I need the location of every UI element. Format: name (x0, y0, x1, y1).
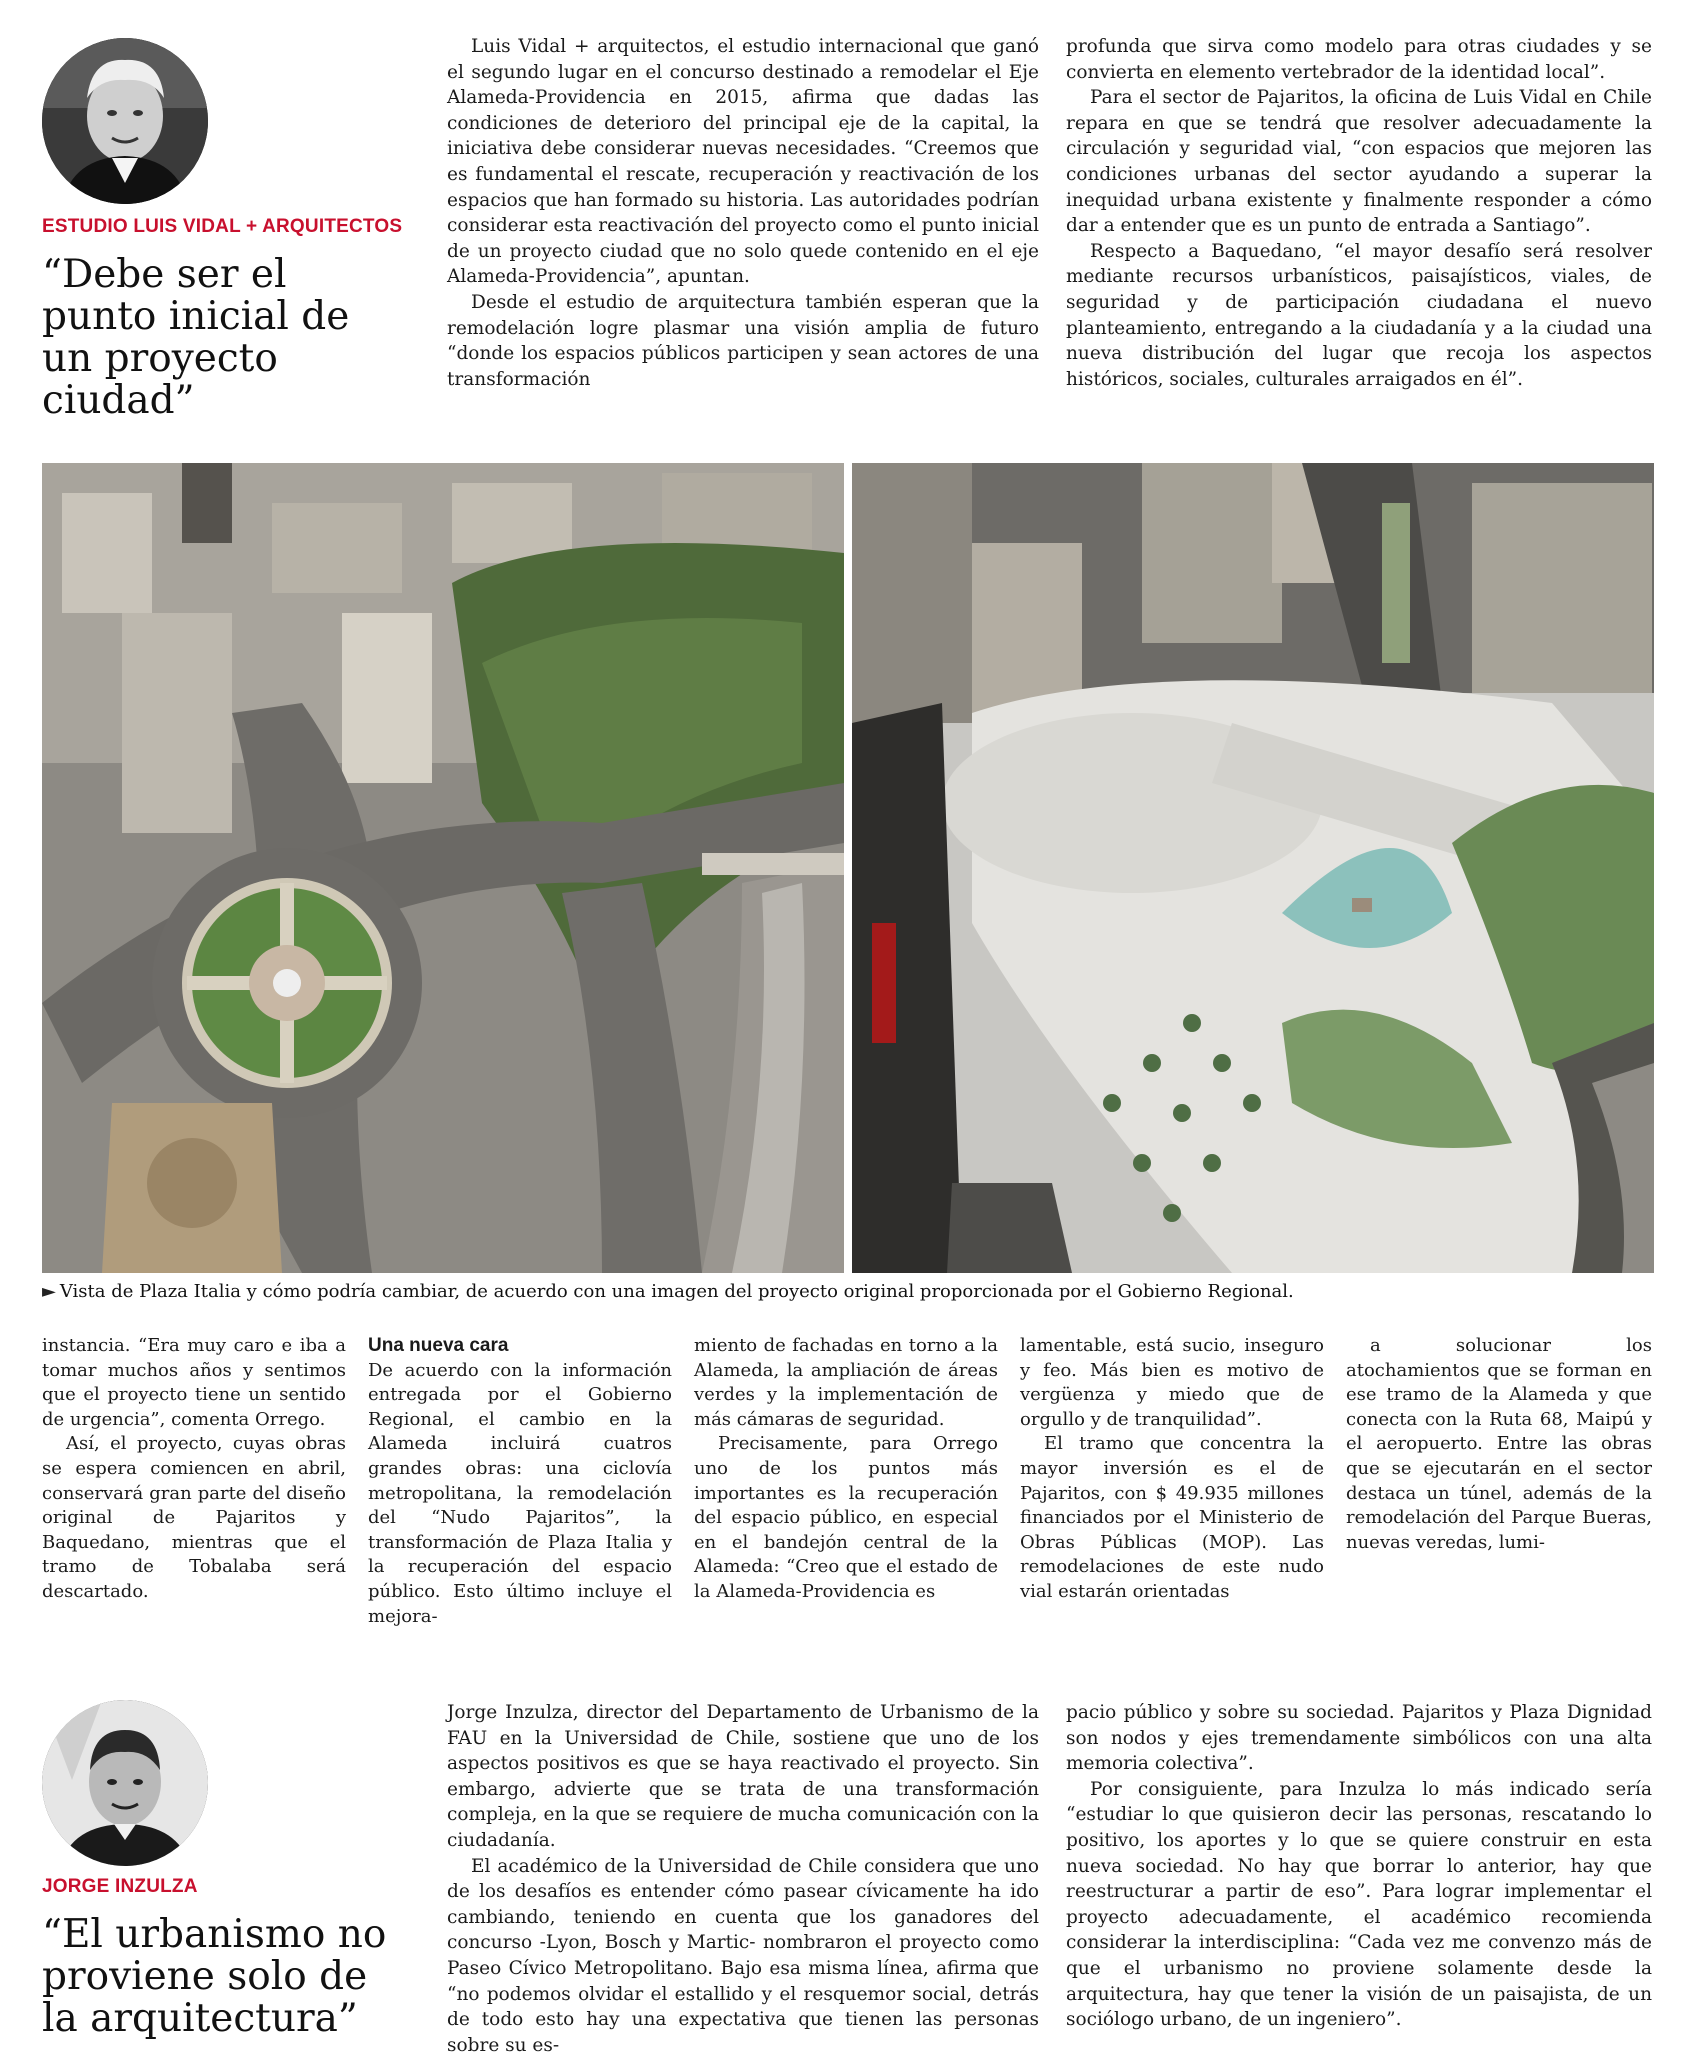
paragraph: pacio público y sobre su sociedad. Pajaritos y Plaza Dignidad son nodos y ejes tremendamente simbólicos con una alta memoria colectiva”. (1066, 1702, 1652, 1775)
paragraph: Respecto a Baquedano, “el mayor desafío será resolver mediante recursos urbanísticos, paisajísticos, viales, de seguridad y de participación ciudadana el nuevo planteamiento, entregando a la ciudadanía y a la ciudad una nueva distribución del lugar que recoja los aspectos históricos, sociales, culturales arraigados en él”. (1066, 240, 1652, 390)
article-top-col2 (1066, 34, 1652, 390)
paragraph: De acuerdo con la información entregada por el Gobierno Regional, el cambio en la Alameda incluirá cuatros grandes obras: una ciclovía metropolitana, la remodelación del “Nudo Pajaritos”, la transformación de Plaza Italia y la recuperación del espacio público. Esto último incluye el mejora- (368, 1359, 672, 1627)
photo-plaza-italia-render (852, 463, 1654, 1273)
photo-plaza-italia-aerial (42, 463, 844, 1273)
paragraph: Por consiguiente, para Inzulza lo más indicado sería “estudiar lo que quisieron decir las personas, rescatando lo positivo, los aportes y lo que se quiere construir en esta nueva sociedad. No hay que borrar lo anterior, hay que reestructurar a partir de eso”. Para lograr implementar el proyecto adecuadamente, el académico recomienda considerar la interdisciplina: “Cada vez me convenzo más de que el urbanismo no proviene solamente desde la arquitectura, hay que tener la visión de un paisajista, de un sociólogo urbano, de un ingeniero”. (1066, 1778, 1652, 2031)
pull-quote-bottom: “El urbanismo no proviene solo de la arquitectura” (42, 1912, 387, 2041)
article-mid-col5 (1346, 1334, 1652, 1555)
article-bottom-col2 (1066, 1700, 1652, 2033)
credit-jorge-inzulza: JORGE INZULZA (42, 1876, 198, 1897)
paragraph: El académico de la Universidad de Chile considera que uno de los desafíos es entender cómo pasear cívicamente ha ido cambiando, teniendo en cuenta que los ganadores del concurso -Lyon, Bosch y Martic- nombraron el proyecto como Paseo Cívico Metropolitano. Bajo esa misma línea, afirma que “no podemos olvidar el estallido y el resquemor social, detrás de todo esto hay una expectativa que tienen las personas sobre su es- (447, 1855, 1039, 2056)
caption-text: Vista de Plaza Italia y cómo podría cambiar, de acuerdo con una imagen del proyecto original proporcionada por el Gobierno Regional. (59, 1281, 1294, 1302)
pull-quote-top: “Debe ser el punto inicial de un proyecto ciudad” (42, 252, 350, 423)
article-mid-col3 (694, 1334, 998, 1605)
paragraph: miento de fachadas en torno a la Alameda, la ampliación de áreas verdes y la implementación de más cámaras de seguridad. (694, 1335, 998, 1430)
article-mid-col2 (368, 1334, 672, 1629)
paragraph: lamentable, está sucio, inseguro y feo. Más bien es motivo de vergüenza y miedo que de orgullo y de tranquilidad”. (1020, 1335, 1324, 1430)
article-top-col1 (447, 34, 1039, 390)
paragraph: El tramo que concentra la mayor inversión es el de Pajaritos, con $ 49.935 millones financiados por el Ministerio de Obras Públicas (MOP). Las remodelaciones de este nudo vial estarán orientadas (1020, 1433, 1324, 1602)
avatar-luis-vidal (42, 38, 208, 204)
section-subhead: Una nueva cara (368, 1335, 509, 1356)
credit-luis-vidal: ESTUDIO LUIS VIDAL + ARQUITECTOS (42, 216, 403, 237)
paragraph: Desde el estudio de arquitectura también esperan que la remodelación logre plasmar una visión amplia de futuro “donde los espacios públicos participen y sean actores de una transformación (447, 291, 1039, 390)
paragraph: Así, el proyecto, cuyas obras se espera comiencen en abril, conservará gran parte del diseño original de Pajaritos y Baquedano, mientras que el tramo de Tobalaba será descartado. (42, 1433, 346, 1602)
photo-caption (42, 1281, 1654, 1302)
paragraph: Jorge Inzulza, director del Departamento de Urbanismo de la FAU en la Universidad de Chile, sostiene que uno de los aspectos positivos es que se haya reactivado el proyecto. Sin embargo, advierte que se trata de una transformación compleja, en la que se requiere de mucha comunicación con la ciudadanía. (447, 1702, 1039, 1851)
article-mid-col4 (1020, 1334, 1324, 1605)
article-mid-col1 (42, 1334, 346, 1605)
avatar-jorge-inzulza (42, 1700, 208, 1866)
paragraph: profunda que sirva como modelo para otras ciudades y se convierta en elemento vertebrador de la identidad local”. (1066, 36, 1652, 83)
paragraph: Para el sector de Pajaritos, la oficina de Luis Vidal en Chile repara en que se tendrá que resolver adecuadamente la circulación y seguridad vial, “con espacios que mejoren las condiciones urbanas del sector ayudando a superar la inequidad urbana existente y finalmente responder a cómo dar a entender que es un punto de entrada a Santiago”. (1066, 87, 1652, 237)
paragraph: Precisamente, para Orrego uno de los puntos más importantes es la recuperación del espacio público, en especial en el bandejón central de la Alameda: “Creo que el estado de la Alameda-Providencia es (694, 1433, 998, 1602)
paragraph: instancia. “Era muy caro e iba a tomar muchos años y sentimos que el proyecto tiene un sentido de urgencia”, comenta Orrego. (42, 1335, 346, 1430)
play-triangle-icon: ► (42, 1281, 56, 1302)
paragraph: a solucionar los atochamientos que se forman en ese tramo de la Alameda y que conecta con la Ruta 68, Maipú y el aeropuerto. Entre las obras que se ejecutarán en el sector destaca un túnel, además de la remodelación del Parque Bueras, nuevas veredas, lumi- (1346, 1335, 1652, 1553)
paragraph: Luis Vidal + arquitectos, el estudio internacional que ganó el segundo lugar en el concurso destinado a remodelar el Eje Alameda-Providencia en 2015, afirma que dadas las condiciones de deterioro del principal eje de la capital, la iniciativa debe considerar nuevas necesidades. “Creemos que es fundamental el rescate, recuperación y reactivación de los espacios que han formado su historia. Las autoridades podrían considerar esta reactivación del proyecto como el punto inicial de un proyecto ciudad que no solo quede contenido en el eje Alameda-Providencia”, apuntan. (447, 36, 1039, 288)
article-bottom-col1 (447, 1700, 1039, 2058)
